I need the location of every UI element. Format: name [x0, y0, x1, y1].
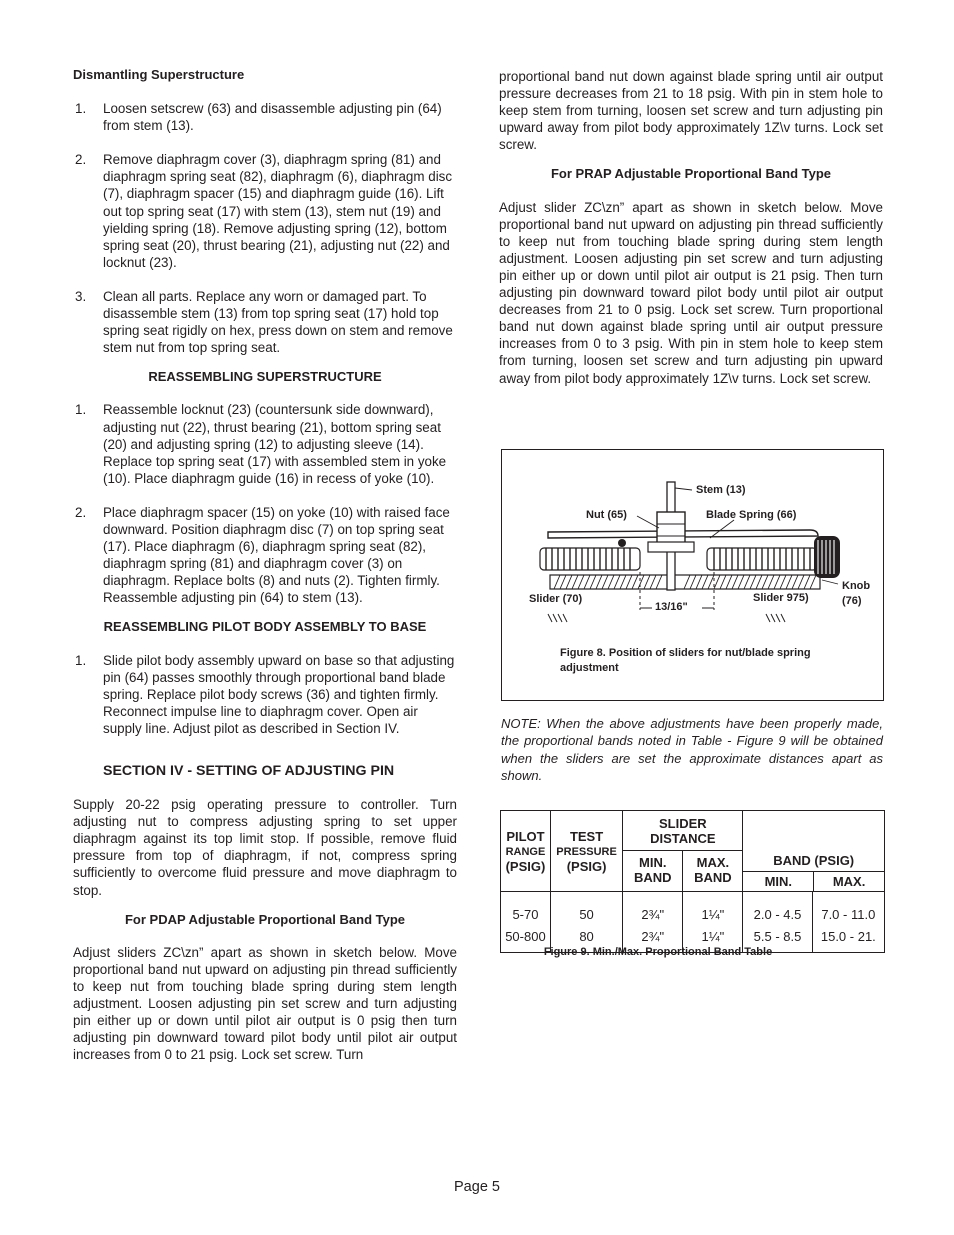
- band-psig-header: BAND (PSIG) MIN. MAX.: [743, 851, 885, 892]
- prap-heading: For PRAP Adjustable Proportional Band Type: [550, 166, 831, 182]
- figure-9-caption: Figure 9. Min./Max. Proportional Band Table: [543, 946, 773, 958]
- figure-8: [501, 449, 884, 701]
- reassembling-superstructure-heading: REASSEMBLING SUPERSTRUCTURE: [148, 369, 382, 385]
- list-item: 1. Slide pilot body assembly upward on base so that adjusting pin (64) passes smoothly through proportional band blade spring. Replace pilot body screws (36) and tighten firmly. Reconnect impulse line to diaphragm cover. Open air supply line. Adjust pilot as described in Section IV.: [75, 652, 455, 736]
- slider-max-header: MAX. BAND: [683, 851, 743, 892]
- left-column: [73, 66, 457, 1063]
- list-item: 2. Place diaphragm spacer (15) on yoke (10) with raised face downward. Position diaphragm disc (7) on top spring seat (17). Place diaphragm (6), diaphragm spring seat (82), diaphragm spring (81) and diaphragm cover (3) on diaphragm. Replace bolts (8) and nuts (2). Tighten firmly. Reassemble adjusting pin (64) to stem (13).: [75, 504, 450, 606]
- knob: [814, 536, 840, 578]
- section-iv-heading: SECTION IV - SETTING OF ADJUSTING PIN: [103, 763, 395, 779]
- list-item: 1. Reassemble locknut (23) (countersunk side downward), adjusting nut (22), thrust bearing (21), bottom spring seat (20) and adjusting spring (12) to adjusting sleeve (14). Replace top spring seat (17) with assembled stem in yoke (10). Place diaphragm guide (16) in recess of yoke (10).: [75, 402, 447, 486]
- pilot-base-rod: [550, 575, 820, 589]
- stem-label: Stem (13): [696, 484, 746, 496]
- figure-8-caption: Figure 8. Position of sliders for nut/blade spring adjustment: [560, 647, 811, 674]
- proportional-band-table: [500, 810, 885, 953]
- set-screw: [618, 539, 626, 547]
- knob-number-label: (76): [842, 595, 862, 607]
- dimension-label: 13/16": [655, 601, 688, 613]
- prap-text: Adjust slider ZC\zn” apart as shown in sketch below. Move proportional band nut upward on adjusting pin thread sufficiently to keep nut from touching blade spring during stem length adjustment. Loosen adjusting pin set screw and turn adjusting pin either up or down until pilot air output is 21 psig. Then turn adjusting pin downward toward pilot body until pilot air output decreases from 21 to 0 psig. Lock set screw. Turn proportional band nut down against blade spring until air output pressure increases from 0 to 3 psig. With pin in stem hole to keep stem from turning, loosen set screw and turn adjusting pin upward away from pilot body approximately 1Z\v turns. Lock set screw.: [499, 199, 883, 386]
- reassembling-pilot-heading: REASSEMBLING PILOT BODY ASSEMBLY TO BASE: [103, 619, 427, 635]
- blade-spring-label: Blade Spring (66): [706, 509, 797, 521]
- adjustment-note: NOTE: When the above adjustments have been properly made, the proportional bands noted in Table - Figure 9 will be obtained when the sliders are set the approximate distances apart as shown.: [501, 716, 883, 784]
- dismantling-heading: Dismantling Superstructure: [73, 67, 245, 82]
- reassembling-pilot-steps: [73, 652, 457, 737]
- reassembling-superstructure-steps: [73, 401, 457, 606]
- dismantling-steps: [73, 100, 457, 356]
- slider-left-label: Slider (70): [529, 593, 583, 605]
- pdap-text-continued: proportional band nut down against blade spring until air output pressure decreases from 21 to 18 psig. With pin in stem hole to keep stem from turning, loosen set screw and turn adjusting pin upward away from pilot body approximately 1Z\v turns. Lock set screw.: [499, 69, 883, 153]
- list-item: 1. Loosen setscrew (63) and disassemble adjusting pin (64) from stem (13).: [75, 101, 442, 134]
- pilot-range-header: PILOT RANGE (PSIG): [501, 811, 551, 892]
- band-header-top: [743, 811, 885, 851]
- slider-right-label: Slider 975): [753, 592, 809, 604]
- pdap-text: Adjust sliders ZC\zn” apart as shown in sketch below. Move proportional band nut upward on adjusting pin thread sufficiently to keep nut from touching blade spring during stem length adjustment. Loosen adjusting pin set screw and turn adjusting pin either up or down until pilot air output is 0 psig then turn adjusting pin downward toward pilot body until pilot air output increases from 0 to 21 psig. Lock set screw. Turn: [73, 944, 457, 1063]
- list-item: 3. Clean all parts. Replace any worn or damaged part. To disassemble stem (13) from top spring seat (17) hold top spring seat rigidly on hex, press down on stem and remove stem nut from top spring seat.: [75, 288, 453, 356]
- pdap-heading: For PDAP Adjustable Proportional Band Type: [124, 911, 405, 927]
- page-number: Page 5: [454, 1179, 500, 1195]
- knob-label: Knob: [842, 580, 871, 592]
- table-row: 5-70 50-800 50 80 2¾" 2¾" 1¼" 1¼" 2.0 - 4.5 5.5 - 8.5 7.0 - 11.0 15.0 - 21.: [501, 891, 885, 952]
- nut-label: Nut (65): [586, 509, 627, 521]
- list-item: 2. Remove diaphragm cover (3), diaphragm spring (81) and diaphragm spring seat (82), diaphragm (6), diaphragm disc (7), diaphragm spacer (15) and diaphragm guide (16). Lift out top spring seat (17) with stem (13), stem nut (19) and yielding spring (18). Remove adjusting spring (12), bottom spring seat (20), thrust bearing (21), adjusting nut (22) and locknut (23).: [75, 152, 453, 270]
- test-pressure-header: TEST PRESSURE (PSIG): [550, 811, 622, 892]
- slider-distance-header: SLIDER DISTANCE: [623, 811, 743, 851]
- right-slider: [707, 548, 817, 570]
- right-column: [499, 66, 883, 387]
- slider-min-header: MIN. BAND: [623, 851, 683, 892]
- section-iv-text: Supply 20-22 psig operating pressure to controller. Turn adjusting nut to compress adjusting spring to set upper diaphragm against its top limit stop. If possible, remove fluid pressure from top of diaphragm, if not, compress spring sufficiently to overcome fluid pressure and move diaphragm to stop.: [73, 797, 457, 898]
- left-slider: [540, 548, 640, 570]
